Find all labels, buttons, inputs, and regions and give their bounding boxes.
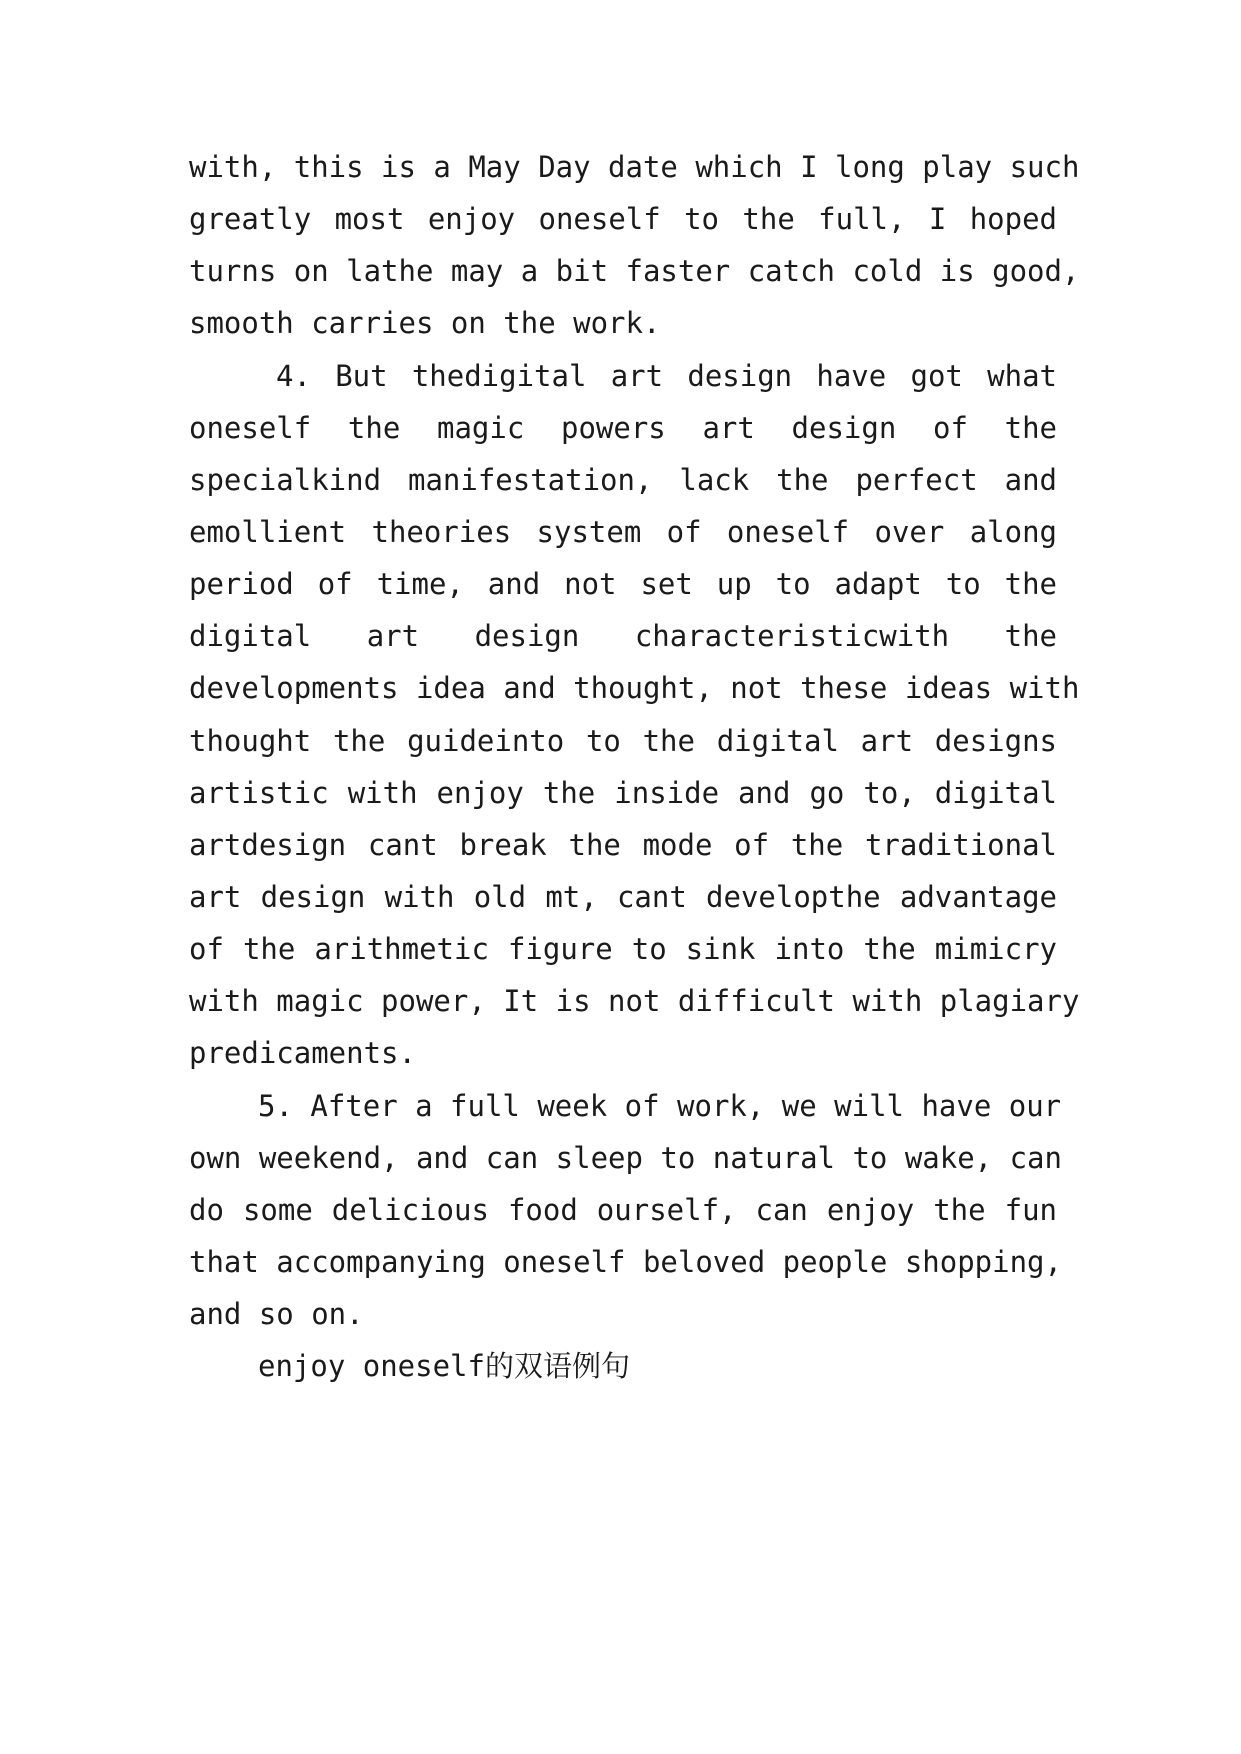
text-line: period of time, and not set up to adapt to the xyxy=(189,567,1057,601)
text-line: predicaments. xyxy=(189,1036,416,1070)
text-line: developments idea and thought, not these ideas with xyxy=(189,671,1080,705)
text-line: that accompanying oneself beloved people shopping, xyxy=(189,1245,1062,1279)
text-line: of the arithmetic figure to sink into the mimicry xyxy=(189,932,1057,966)
text-line: specialkind manifestation, lack the perfect and xyxy=(189,463,1057,497)
section-heading: enjoy oneself的双语例句 xyxy=(258,1349,630,1383)
text-line: digital art design characteristicwith the xyxy=(189,619,1057,653)
text-line: own weekend, and can sleep to natural to wake, can xyxy=(189,1141,1062,1175)
text-line: smooth carries on the work. xyxy=(189,306,661,340)
text-line: with magic power, It is not difficult with plagiary xyxy=(189,984,1080,1018)
text-line: artistic with enjoy the inside and go to, digital xyxy=(189,776,1057,810)
paragraph-4-first-line: 4. But thedigital art design have got what xyxy=(276,359,1057,393)
paragraph-5-first-line: 5. After a full week of work, we will have our xyxy=(258,1089,1062,1123)
text-line: greatly most enjoy oneself to the full, I hoped xyxy=(189,202,1057,236)
text-line: with, this is a May Day date which I long play such xyxy=(189,150,1080,184)
text-line: oneself the magic powers art design of the xyxy=(189,411,1057,445)
text-line: thought the guideinto to the digital art designs xyxy=(189,724,1057,758)
text-line: and so on. xyxy=(189,1297,364,1331)
text-line: turns on lathe may a bit faster catch cold is good, xyxy=(189,254,1080,288)
text-line: artdesign cant break the mode of the traditional xyxy=(189,828,1057,862)
text-line: emollient theories system of oneself over along xyxy=(189,515,1057,549)
text-line: do some delicious food ourself, can enjoy the fun xyxy=(189,1193,1057,1227)
text-line: art design with old mt, cant developthe advantage xyxy=(189,880,1057,914)
